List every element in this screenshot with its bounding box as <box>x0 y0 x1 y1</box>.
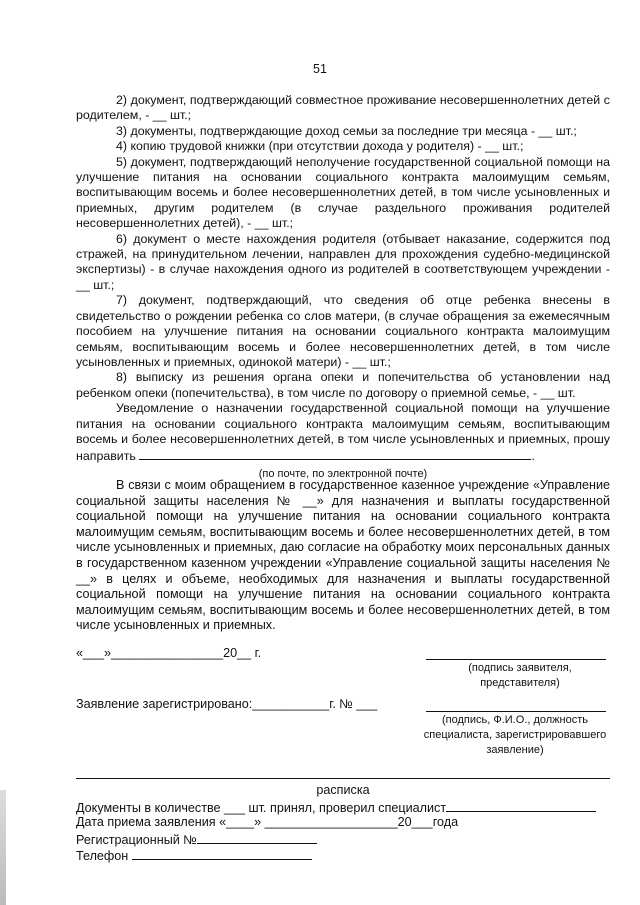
receipt-docs-line: Документы в количестве ___ шт. принял, проверил специалист <box>76 799 596 815</box>
phone-field[interactable] <box>132 847 312 860</box>
document-list <box>76 93 610 482</box>
scan-edge-shadow <box>0 790 6 905</box>
list-item: 3) документы, подтверждающие доход семьи за последние три месяца - __ шт.; <box>116 123 577 138</box>
notice-end: . <box>531 449 535 464</box>
receipt-phone-line: Телефон <box>76 847 312 863</box>
list-item: 6) документ о месте нахождения родителя (отбывает наказание, содержится под стражей, на принудительном лечении, направлен для прохождения судебно-медицинской экспертизы) - в случае нахождения одного из родителей в соответствующем учреждении - __ шт.; <box>76 231 610 292</box>
cut-line <box>76 778 610 779</box>
notice-method-field[interactable] <box>139 447 531 460</box>
page-number: 51 <box>313 62 327 76</box>
specialist-signature-line[interactable] <box>426 711 606 712</box>
specialist-name-field[interactable] <box>446 799 596 812</box>
registered-line: Заявление зарегистрировано:___________г. № ___ <box>76 697 378 711</box>
applicant-signature-line[interactable] <box>426 659 606 660</box>
notice-paragraph <box>76 401 610 465</box>
notice-caption: (по почте, по электронной почте) <box>258 467 428 480</box>
date-line: «___»________________20__ г. <box>76 646 262 660</box>
list-item: 4) копию трудовой книжки (при отсутствии дохода у родителя) - __ шт.; <box>116 139 524 154</box>
receipt-title: расписка <box>316 783 370 797</box>
specialist-signature-caption: (подпись, Ф.И.О., должность специалиста, зарегистрировавшего заявление) <box>423 714 607 756</box>
receipt-regno-line: Регистрационный № <box>76 831 317 847</box>
consent-paragraph: В связи с моим обращением в государственное казенное учреждение «Управление социальной защиты населения № __» для назначения и выплаты государственной социальной помощи на улучшение питания на основании социального контракта малоимущим семьям, воспитывающим восемь и более несовершеннолетних детей, в том числе усыновленных и приемных, даю согласие на обработку моих персональных данных в государственном казенном учреждении «Управление социальной защиты населения № __» в целях и объеме, необходимых для назначения и выплаты государственной социальной помощи на улучшение питания на основании социального контракта малоимущим семьям, воспитывающим восемь и более несовершеннолетних детей, в том числе усыновленных и приемных. <box>76 478 610 633</box>
notice-text: Уведомление о назначении государственной социальной помощи на улучшение питания на основании социального контракта малоимущим семьям, воспитывающим восемь и более несовершеннолетних детей, в том числе усыновленных и приемных, прошу направить <box>76 401 610 464</box>
reg-number-field[interactable] <box>197 831 317 844</box>
list-item: 5) документ, подтверждающий неполучение государственной социальной помощи на улучшение питания на основании социального контракта малоимущим семьям, воспитывающим восемь и более несовершеннолетних детей, в том числе усыновленных и приемных, другим родителем (в случае раздельного проживания родителей несовершеннолетних детей), - __ шт.; <box>76 154 610 231</box>
applicant-signature-caption: (подпись заявителя, представителя) <box>468 662 572 689</box>
receipt-date-line: Дата приема заявления «____» ___________________20___года <box>76 815 459 829</box>
list-item: 8) выписку из решения органа опеки и попечительства об установлении над ребенком опеки (попечительства), в том числе по договору о приемной семье, - __ шт. <box>76 370 610 400</box>
list-item: 7) документ, подтверждающий, что сведения об отце ребенка внесены в свидетельство о рождении ребенка со слов матери, (в случае обращения за ежемесячным пособием на улучшение питания на основании социального контракта малоимущим семьям, воспитывающим восемь и более несовершеннолетних детей, в том числе усыновленных и приемных, одинокой матери) - __ шт.; <box>76 293 610 369</box>
list-item: 2) документ, подтверждающий совместное проживание несовершеннолетних детей с родителем, - __ шт.; <box>76 93 610 123</box>
